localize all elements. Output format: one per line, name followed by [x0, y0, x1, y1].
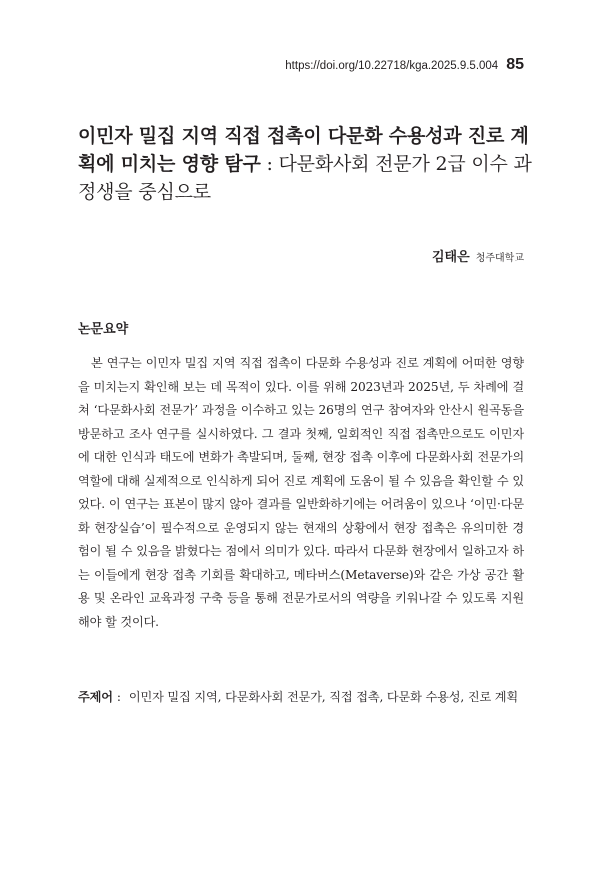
page-header	[285, 56, 524, 74]
keywords-separator: :	[116, 690, 121, 704]
title-subtitle: 다문화사회 전문가 2급 이수 과정생을 중심으로	[78, 153, 532, 203]
keywords-text: 이민자 밀집 지역, 다문화사회 전문가, 직접 접촉, 다문화 수용성, 진로 계획	[128, 690, 519, 704]
abstract-body: 본 연구는 이민자 밀집 지역 직접 접촉이 다문화 수용성과 진로 계획에 어떠한 영향을 미치는지 확인해 보는 데 목적이 있다. 이를 위해 2023년과 2025년, 두 차례에 걸쳐 ‘다문화사회 전문가’ 과정을 이수하고 있는 26명의 연구 참여자와 안산시 원곡동을 방문하고 조사 연구를 실시하였다. 그 결과 첫째, 일회적인 직접 접촉만으로도 이민자에 대한 인식과 태도에 변화가 촉발되며, 둘째, 현장 접촉 이후에 다문화사회 전문가의 역할에 대해 실제적으로 인식하게 되어 진로 계획에 도움이 될 수 있음을 확인할 수 있었다. 이 연구는 표본이 많지 않아 결과를 일반화하기에는 어려움이 있으나 ‘이민·다문화 현장실습’이 필수적으로 운영되지 않는 현재의 상황에서 현장 접촉은 유의미한 경험이 될 수 있음을 밝혔다는 점에서 의미가 있다. 따라서 다문화 현장에서 일하고자 하는 이들에게 현장 접촉 기회를 확대하고, 메타버스(Metaverse)와 같은 가상 공간 활용 및 온라인 교육과정 구축 등을 통해 전문가로서의 역량을 키워나갈 수 있도록 지원해야 할 것이다.	[78, 356, 524, 629]
author-block	[432, 246, 524, 265]
author-affiliation: 청주대학교	[475, 253, 524, 264]
author-name: 김태은	[432, 250, 470, 265]
page-number: 85	[506, 56, 524, 73]
title-separator: :	[260, 153, 279, 175]
abstract-heading: 논문요약	[78, 322, 129, 337]
paper-title	[78, 122, 538, 206]
keywords-label: 주제어	[78, 690, 113, 704]
doi-link[interactable]: https://doi.org/10.22718/kga.2025.9.5.004	[285, 60, 499, 72]
keywords	[78, 688, 528, 707]
title-main: 이민자 밀집 지역 직접 접촉이 다문화 수용성과 진로 계획에 미치는 영향 탐구	[78, 125, 529, 175]
